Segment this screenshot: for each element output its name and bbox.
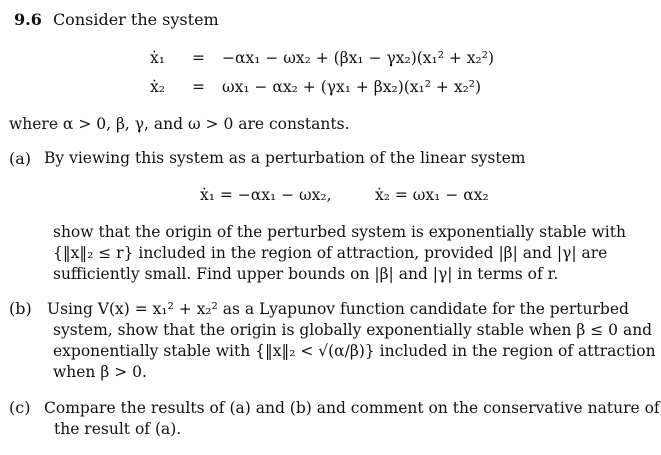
part-c-line: Compare the results of (a) and (b) and comment on the conservative nature of — [44, 399, 660, 417]
part-a-line: show that the origin of the perturbed system is exponentially stable with — [53, 223, 626, 241]
part-a-lead: By viewing this system as a perturbation of the linear system — [44, 149, 526, 167]
eq2-lhs: ẋ₂ — [150, 78, 165, 96]
part-b-line: system, show that the origin is globally exponentially stable when β ≤ 0 and — [53, 321, 653, 339]
part-c-body — [44, 398, 660, 440]
part-b-tag: (b) — [9, 299, 32, 318]
problem-number: 9.6 — [14, 10, 42, 29]
part-b-body — [47, 299, 656, 383]
eq1-lhs: ẋ₁ — [150, 49, 165, 67]
eq2-rel: = — [192, 78, 205, 96]
eq1-rel: = — [192, 49, 205, 67]
problem-intro: Consider the system — [52, 10, 219, 29]
eq1-rhs: −αx₁ − ωx₂ + (βx₁ − γx₂)(x₁² + x₂²) — [222, 49, 495, 67]
problem-header — [14, 10, 219, 29]
part-c-tag: (c) — [9, 398, 31, 417]
part-a-line: sufficiently small. Find upper bounds on |β| and |γ| in terms of r. — [53, 265, 559, 283]
part-a-body — [53, 222, 649, 285]
part-a-line: {‖x‖₂ ≤ r} included in the region of attraction, provided |β| and |γ| are — [53, 244, 608, 262]
part-b-line: exponentially stable with {‖x‖₂ < √(α/β)} included in the region of attraction — [53, 342, 656, 360]
part-b-line: Using V(x) = x₁² + x₂² as a Lyapunov function candidate for the perturbed — [47, 300, 629, 318]
part-b-line: when β > 0. — [53, 363, 147, 381]
linear-eq-2: ẋ₂ = ωx₁ − αx₂ — [375, 186, 489, 204]
part-c-line: the result of (a). — [54, 420, 182, 438]
eq2-rhs: ωx₁ − αx₂ + (γx₁ + βx₂)(x₁² + x₂²) — [222, 78, 482, 96]
linear-eq-1: ẋ₁ = −αx₁ − ωx₂, — [200, 186, 332, 204]
where-clause: where α > 0, β, γ, and ω > 0 are constants. — [9, 115, 350, 133]
part-a-tag: (a) — [9, 149, 32, 168]
